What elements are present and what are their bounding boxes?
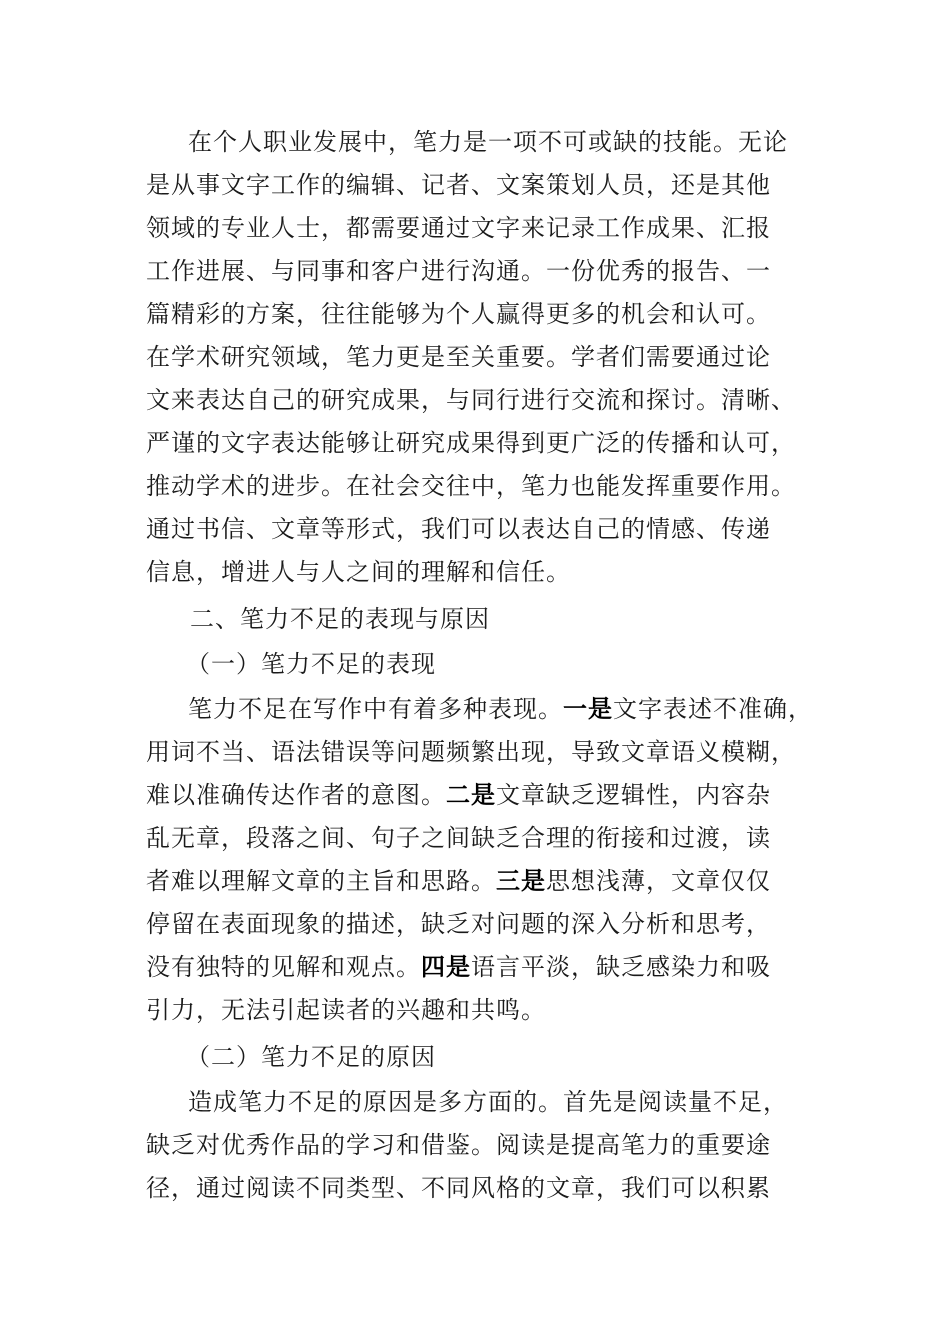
body-line: 文来表达自己的研究成果，与同行进行交流和探讨。清晰、 (146, 386, 796, 414)
text-run: 笔力不足在写作中有着多种表现。 (188, 695, 563, 723)
text-run: 语言平淡，缺乏感染力和吸 (471, 953, 771, 981)
body-line: 在学术研究领域，笔力更是至关重要。学者们需要通过论 (146, 343, 771, 371)
body-line: 停留在表面现象的描述，缺乏对问题的深入分析和思考， (146, 910, 771, 938)
body-line: 用词不当、语法错误等问题频繁出现，导致文章语义模糊， (146, 738, 796, 766)
body-line (188, 691, 813, 727)
body-line: 领域的专业人士，都需要通过文字来记录工作成果、汇报 (146, 214, 771, 242)
body-line (146, 949, 771, 985)
text-run: 文字表述不准确， (613, 695, 813, 723)
bold-marker: 三是 (496, 866, 546, 895)
text-run: 文章缺乏逻辑性，内容杂 (496, 781, 771, 809)
body-line: 篇精彩的方案，往往能够为个人赢得更多的机会和认可。 (146, 300, 771, 328)
body-line: 径，通过阅读不同类型、不同风格的文章，我们可以积累 (146, 1174, 771, 1202)
text-run: 者难以理解文章的主旨和思路。 (146, 867, 496, 895)
text-run: 难以准确传达作者的意图。 (146, 781, 446, 809)
body-line: 严谨的文字表达能够让研究成果得到更广泛的传播和认可， (146, 429, 796, 457)
body-line: 造成笔力不足的原因是多方面的。首先是阅读量不足， (188, 1088, 788, 1116)
body-line: 通过书信、文章等形式，我们可以表达自己的情感、传递 (146, 515, 771, 543)
body-line (146, 863, 771, 899)
body-line: 信息，增进人与人之间的理解和信任。 (146, 558, 571, 586)
body-line (146, 777, 771, 813)
subsection-heading: （二）笔力不足的原因 (186, 1043, 436, 1071)
body-line: 是从事文字工作的编辑、记者、文案策划人员，还是其他 (146, 171, 771, 199)
bold-marker: 二是 (446, 780, 496, 809)
body-line: 引力，无法引起读者的兴趣和共鸣。 (146, 996, 546, 1024)
body-line: 推动学术的进步。在社会交往中，笔力也能发挥重要作用。 (146, 472, 796, 500)
body-line: 工作进展、与同事和客户进行沟通。一份优秀的报告、一 (146, 257, 771, 285)
body-line: 缺乏对优秀作品的学习和借鉴。阅读是提高笔力的重要途 (146, 1131, 771, 1159)
subsection-heading: （一）笔力不足的表现 (186, 650, 436, 678)
body-line: 在个人职业发展中，笔力是一项不可或缺的技能。无论 (188, 128, 788, 156)
body-line: 乱无章，段落之间、句子之间缺乏合理的衔接和过渡，读 (146, 824, 771, 852)
section-heading: 二、笔力不足的表现与原因 (190, 605, 490, 633)
text-run: 没有独特的见解和观点。 (146, 953, 421, 981)
bold-marker: 四是 (421, 952, 471, 981)
bold-marker: 一是 (563, 694, 613, 723)
text-run: 思想浅薄，文章仅仅 (546, 867, 771, 895)
